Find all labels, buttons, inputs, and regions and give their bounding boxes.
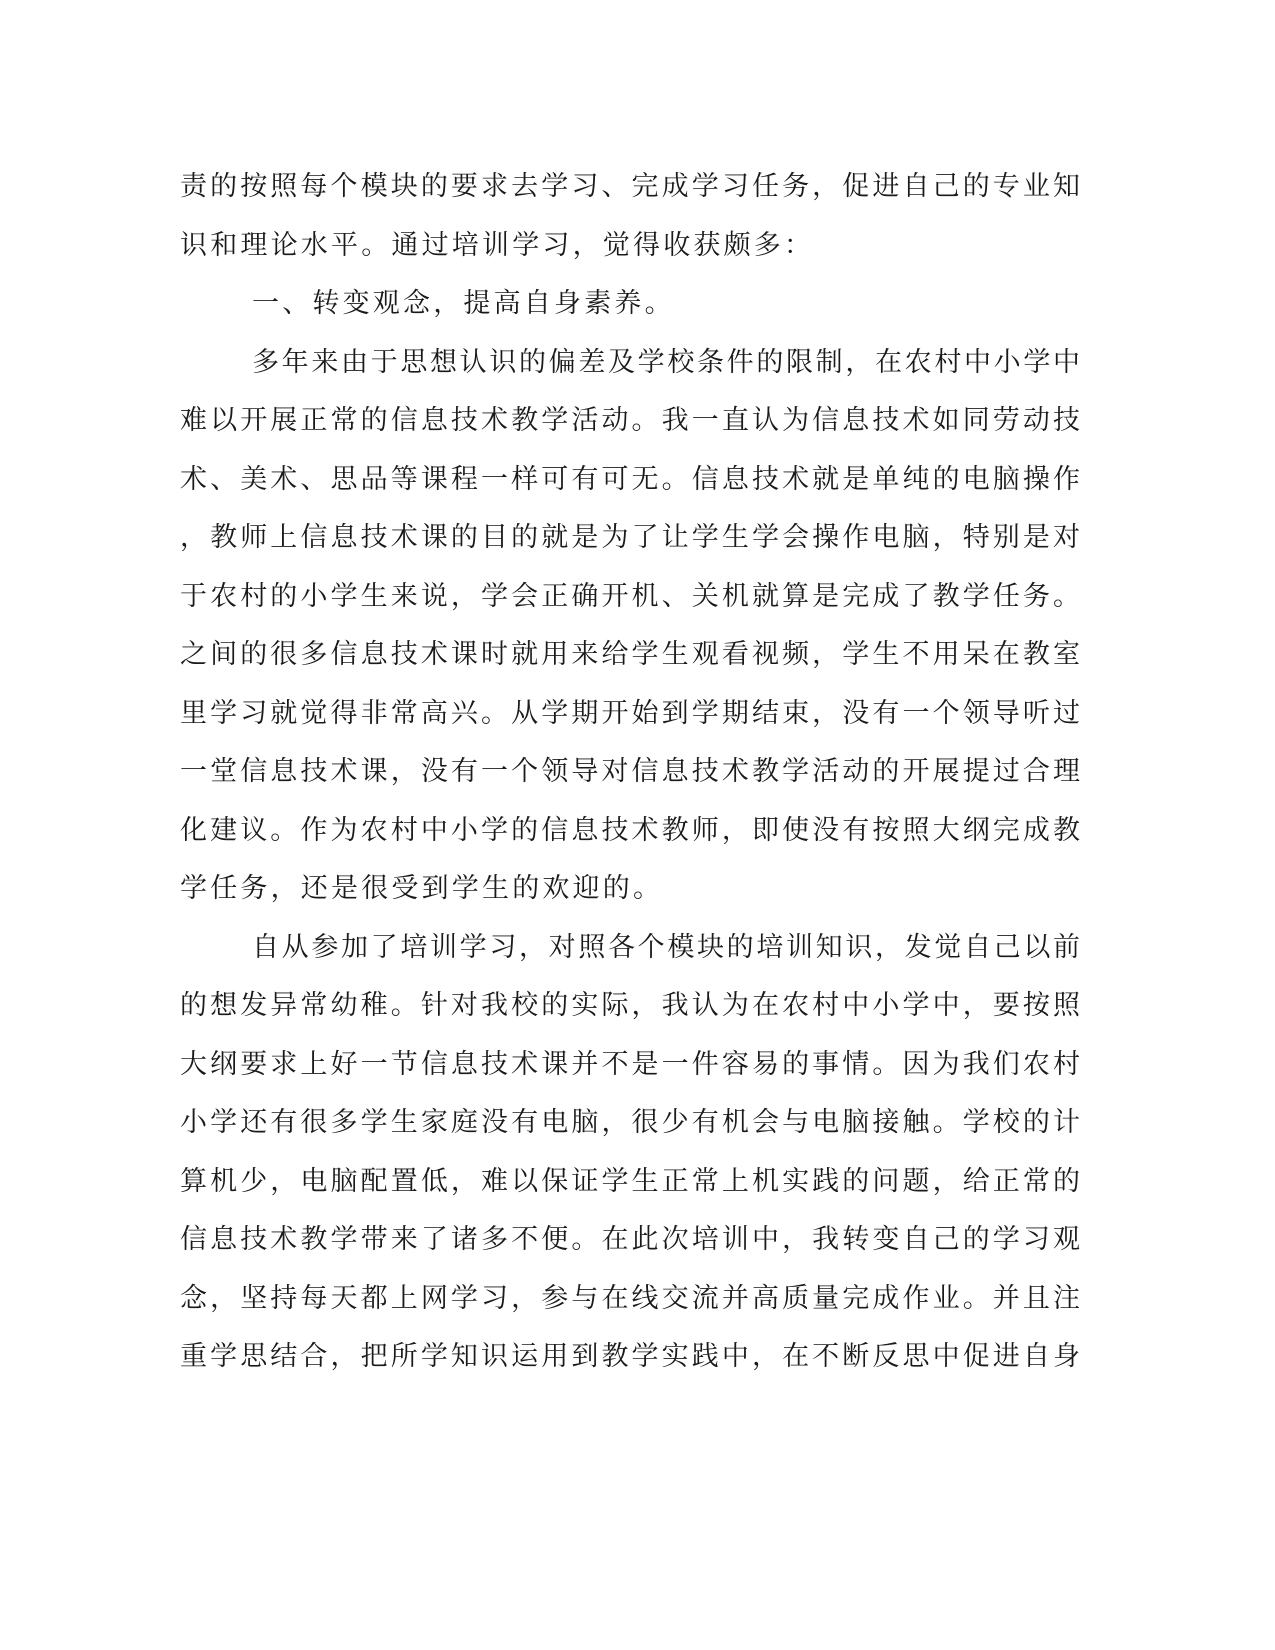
text-line: 信息技术教学带来了诸多不便。在此次培训中，我转变自己的学习观 [180,1224,1080,1255]
text-line: 念，坚持每天都上网学习，参与在线交流并高质量完成作业。并且注 [180,1282,1080,1314]
text-line: 责的按照每个模块的要求去学习、完成学习任务，促进自己的专业知 [180,171,1080,202]
text-line: 一、转变观念，提高自身素养。 [252,288,675,319]
text-line: 化建议。作为农村中小学的信息技术教师，即使没有按照大纲完成教 [180,814,1080,846]
text-line: 于农村的小学生来说，学会正确开机、关机就算是完成了教学任务。 [180,580,1080,612]
text-line: 小学还有很多学生家庭没有电脑，很少有机会与电脑接触。学校的计 [180,1107,1080,1138]
text-line: 算机少，电脑配置低，难以保证学生正常上机实践的问题，给正常的 [180,1165,1080,1197]
text-line: 术、美术、思品等课程一样可有可无。信息技术就是单纯的电脑操作 [180,463,1080,495]
text-line: 大纲要求上好一节信息技术课并不是一件容易的事情。因为我们农村 [180,1048,1080,1080]
text-line: 识和理论水平。通过培训学习，觉得收获颇多： [180,229,815,261]
text-line: 自从参加了培训学习，对照各个模块的培训知识，发觉自己以前 [252,931,1080,963]
text-line: 之间的很多信息技术课时就用来给学生观看视频，学生不用呆在教室 [180,639,1080,670]
document-body [180,158,1080,1387]
text-line: 里学习就觉得非常高兴。从学期开始到学期结束，没有一个领导听过 [180,697,1080,729]
text-line: 重学思结合，把所学知识运用到教学实践中，在不断反思中促进自身 [180,1341,1080,1372]
text-line: 难以开展正常的信息技术教学活动。我一直认为信息技术如同劳动技 [180,405,1080,436]
text-line: ，教师上信息技术课的目的就是为了让学生学会操作电脑，特别是对 [180,522,1080,553]
text-line: 的想发异常幼稚。针对我校的实际，我认为在农村中小学中，要按照 [180,990,1080,1021]
text-line: 学任务，还是很受到学生的欢迎的。 [180,873,664,904]
text-line: 一堂信息技术课，没有一个领导对信息技术教学活动的开展提过合理 [180,756,1080,787]
text-line: 多年来由于思想认识的偏差及学校条件的限制，在农村中小学中 [252,346,1080,378]
